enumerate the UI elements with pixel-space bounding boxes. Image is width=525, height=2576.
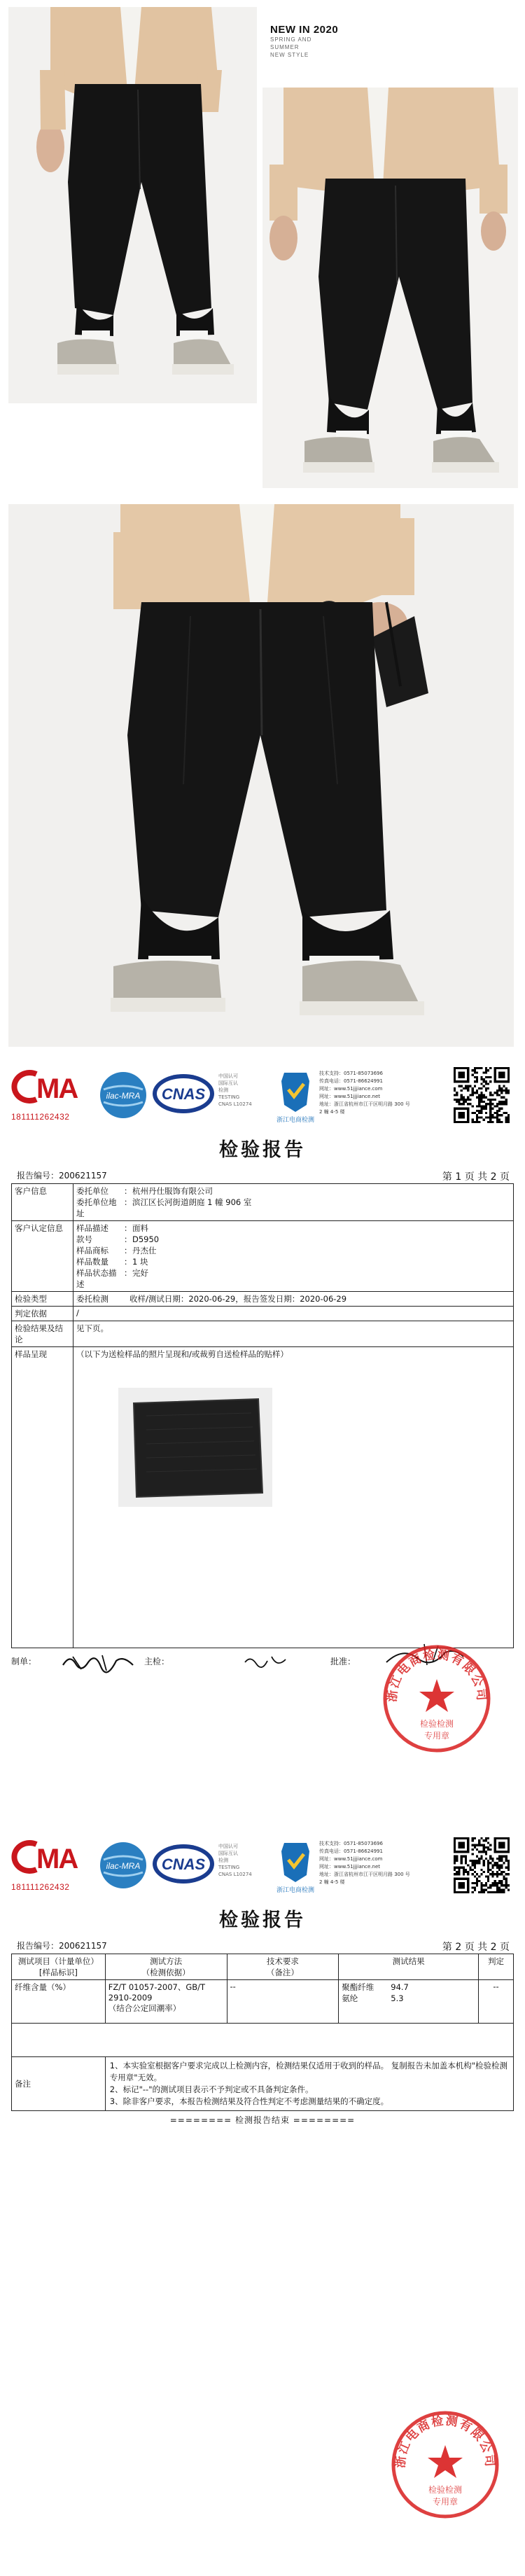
note-2: 2、标记"--"的测试项目表示不予判定或不具备判定条件。 bbox=[109, 2084, 314, 2094]
table-row-photo bbox=[12, 1347, 514, 1648]
product-photo-2 bbox=[262, 88, 518, 488]
cnas-logo-graphic bbox=[151, 1073, 216, 1115]
photo-label: 样品呈现 bbox=[12, 1347, 74, 1648]
sample-label: 客户认定信息 bbox=[12, 1221, 74, 1292]
report-2-no-label: 报告编号： bbox=[17, 1941, 59, 1951]
official-seal-2 bbox=[389, 2409, 501, 2521]
type-label: 检验类型 bbox=[12, 1292, 74, 1307]
svg-text:浙江电商检测有限公司: 浙江电商检测有限公司 bbox=[385, 1648, 489, 1703]
table-row-result bbox=[12, 1321, 514, 1347]
cnas-logo bbox=[151, 1073, 216, 1115]
cma-logo-graphic bbox=[11, 1840, 94, 1874]
svg-text:专用章: 专用章 bbox=[424, 1731, 450, 1741]
report-1-signatures bbox=[11, 1648, 514, 1741]
note-1: 1、本实验室根据客户要求完成以上检测内容，检测结果仅适用于收到的样品。 复制报告未加盖本机构"检验检测专用章"无效。 bbox=[109, 2061, 508, 2082]
signer-3-label: 批准： bbox=[330, 1657, 356, 1666]
report-1-no-label: 报告编号： bbox=[17, 1171, 59, 1181]
note-3: 3、除非客户要求，本报告检测结果及符合性判定不考虑测量结果的不确定度。 bbox=[109, 2096, 389, 2106]
svg-text:浙江电商检测有限公司: 浙江电商检测有限公司 bbox=[393, 2414, 497, 2469]
row-requirement: -- bbox=[227, 1980, 339, 2024]
qr-code-icon bbox=[454, 1067, 510, 1123]
fiber-1-value: 94.7 bbox=[391, 1982, 409, 1992]
ilac-logo bbox=[98, 1070, 148, 1120]
svg-text:检验检测: 检验检测 bbox=[419, 1719, 454, 1729]
table-header-row bbox=[12, 1954, 514, 1980]
signature-2 bbox=[242, 1651, 291, 1671]
test-report-page-2 bbox=[11, 1834, 514, 2507]
cma-logo-text: MA bbox=[36, 1844, 78, 1874]
signer-2-label: 主检： bbox=[144, 1657, 170, 1666]
report-1-logo-row bbox=[11, 1064, 514, 1134]
model-photo-3-graphic bbox=[8, 504, 514, 1047]
official-seal-1 bbox=[381, 1643, 493, 1755]
cma-logo bbox=[11, 1840, 94, 1892]
basis-label: 判定依据 bbox=[12, 1307, 74, 1321]
new-in-line-3: NEW STYLE bbox=[270, 52, 309, 58]
report-2-no: 200621157 bbox=[59, 1941, 107, 1951]
sample-brand: 丹杰仕 bbox=[132, 1246, 157, 1255]
row-judgement: -- bbox=[479, 1980, 514, 2024]
client-unit: 杭州丹仕服饰有限公司 bbox=[132, 1186, 213, 1196]
table-row-type bbox=[12, 1292, 514, 1307]
cma-number: 181111262432 bbox=[11, 1112, 70, 1122]
fiber-2-value: 5.3 bbox=[391, 1993, 404, 2003]
photo-note: （以下为送检样品的照片呈现和/或裁剪自送检样品的贴样） bbox=[76, 1349, 288, 1359]
sample-desc: 面料 bbox=[132, 1223, 148, 1233]
new-in-line-2: SUMMER bbox=[270, 44, 300, 50]
report-end-line: ======== 检测报告结束 ======== bbox=[169, 2115, 356, 2125]
lab-contact: 技术支持：0571-85073696 传真电话：0571-86624991 网址：www.51jjjiance.com 网址：www.51jjjiance.net 地址：浙江省杭州市江干区明月路 300 号 2 幢 4-5 楼 bbox=[319, 1841, 410, 1885]
report-2-logo-row bbox=[11, 1834, 514, 1905]
lab-badge-text: 浙江电商检测 bbox=[276, 1117, 315, 1124]
col-header-judgement: 判定 bbox=[479, 1954, 514, 1980]
lab-badge-text: 浙江电商检测 bbox=[276, 1887, 315, 1894]
row-method: FZ/T 01057-2007、GB/T 2910-2009 （结合公定回潮率） bbox=[105, 1980, 227, 2024]
client-address: 滨江区长河街道朗庭 1 幢 906 室 bbox=[132, 1197, 252, 1207]
test-type: 委托检测 bbox=[76, 1294, 108, 1304]
col-header-item: 测试项目（计量单位） [样品标识] bbox=[12, 1954, 106, 1980]
new-in-title: NEW IN 2020 bbox=[270, 24, 339, 36]
fabric-sample-photo bbox=[118, 1388, 272, 1507]
signature-1 bbox=[60, 1650, 137, 1673]
report-2-title: 检验报告 bbox=[219, 1909, 306, 1931]
fiber-1-name: 聚酯纤维 bbox=[342, 1982, 374, 1992]
row-item: 纤维含量（%） bbox=[12, 1980, 106, 2024]
test-report-page-1 bbox=[11, 1064, 514, 1741]
svg-text:专用章: 专用章 bbox=[432, 2497, 458, 2507]
report-1-page: 第 1 页 共 2 页 bbox=[442, 1171, 510, 1183]
signer-1-label: 制单： bbox=[11, 1657, 37, 1666]
sample-state: 完好 bbox=[132, 1268, 148, 1278]
style-no: D5950 bbox=[132, 1234, 160, 1244]
table-row-spacer bbox=[12, 2024, 514, 2057]
ilac-text: ilac-MRA bbox=[106, 1091, 141, 1101]
table-row bbox=[12, 1980, 514, 2024]
new-in-line-1: SPRING AND bbox=[270, 36, 312, 43]
lab-badge-shield-icon bbox=[263, 1840, 328, 1898]
report-1-title: 检验报告 bbox=[219, 1139, 306, 1161]
table-row-basis bbox=[12, 1307, 514, 1321]
table-row-sample: 客户认定信息 样品描述 ： 面料 款号 ： D5950 样品商标 ： 丹杰仕 样品数量 ： 1 块 样品状态描述 ： 完好 bbox=[12, 1221, 514, 1292]
model-photo-2-graphic bbox=[262, 88, 518, 488]
cnas-text: CNAS bbox=[161, 1856, 206, 1873]
col-header-method: 测试方法 （检测依据） bbox=[105, 1954, 227, 1980]
col-header-requirement: 技术要求 （备注） bbox=[227, 1954, 339, 1980]
lab-badge bbox=[263, 1070, 328, 1127]
col-header-result: 测试结果 bbox=[339, 1954, 479, 1980]
cnas-text: CNAS bbox=[161, 1085, 206, 1103]
cnas-logo-graphic bbox=[151, 1843, 216, 1885]
qr-code-icon bbox=[454, 1837, 510, 1893]
report-1-header bbox=[11, 1167, 514, 1183]
cma-logo bbox=[11, 1070, 94, 1122]
lab-badge bbox=[263, 1840, 328, 1898]
cnas-info: 中国认可 国际互认 检测 TESTING CNAS L10274 bbox=[218, 1844, 252, 1877]
report-2-results-table bbox=[11, 1954, 514, 2111]
new-in-banner bbox=[270, 24, 338, 59]
cnas-logo bbox=[151, 1843, 216, 1885]
product-photo-1 bbox=[8, 7, 257, 403]
client-label: 客户信息 bbox=[12, 1184, 74, 1221]
report-2-page: 第 2 页 共 2 页 bbox=[442, 1942, 510, 1953]
product-photo-3 bbox=[8, 504, 514, 1047]
ilac-globe-icon bbox=[98, 1070, 148, 1120]
ilac-text: ilac-MRA bbox=[106, 1861, 141, 1871]
report-2-header bbox=[11, 1937, 514, 1954]
ilac-globe-icon bbox=[98, 1840, 148, 1891]
cnas-info: 中国认可 国际互认 检测 TESTING CNAS L10274 bbox=[218, 1073, 252, 1107]
cma-logo-text: MA bbox=[36, 1073, 78, 1103]
result-label: 检验结果及结论 bbox=[12, 1321, 74, 1347]
basis-value: / bbox=[74, 1307, 514, 1321]
fiber-2-name: 氨纶 bbox=[342, 1993, 358, 2003]
report-1-no: 200621157 bbox=[59, 1171, 107, 1181]
sample-qty: 1 块 bbox=[132, 1257, 148, 1267]
test-dates: 收样/测试日期：2020-06-29，报告签发日期：2020-06-29 bbox=[130, 1294, 347, 1304]
model-photo-1-graphic bbox=[8, 7, 257, 403]
table-row-notes bbox=[12, 2057, 514, 2111]
result-value: 见下页。 bbox=[74, 1321, 514, 1347]
lab-contact: 技术支持：0571-85073696 传真电话：0571-86624991 网址：www.51jjjiance.com 网址：www.51jjjiance.net 地址：浙江省杭州市江干区明月路 300 号 2 幢 4-5 楼 bbox=[319, 1071, 410, 1115]
table-row-client: 客户信息 委托单位 ： 杭州丹仕服饰有限公司 委托单位地址 ： 滨江区长河街道朗庭 1 幢 906 室 bbox=[12, 1184, 514, 1221]
report-1-table bbox=[11, 1183, 514, 1648]
ilac-logo bbox=[98, 1840, 148, 1891]
lab-badge-shield-icon bbox=[263, 1070, 328, 1127]
fabric-swatch-graphic bbox=[118, 1388, 272, 1507]
notes-label: 备注 bbox=[12, 2057, 106, 2111]
cma-number: 181111262432 bbox=[11, 1882, 70, 1892]
svg-text:检验检测: 检验检测 bbox=[428, 2485, 463, 2495]
cma-logo-graphic bbox=[11, 1070, 94, 1103]
